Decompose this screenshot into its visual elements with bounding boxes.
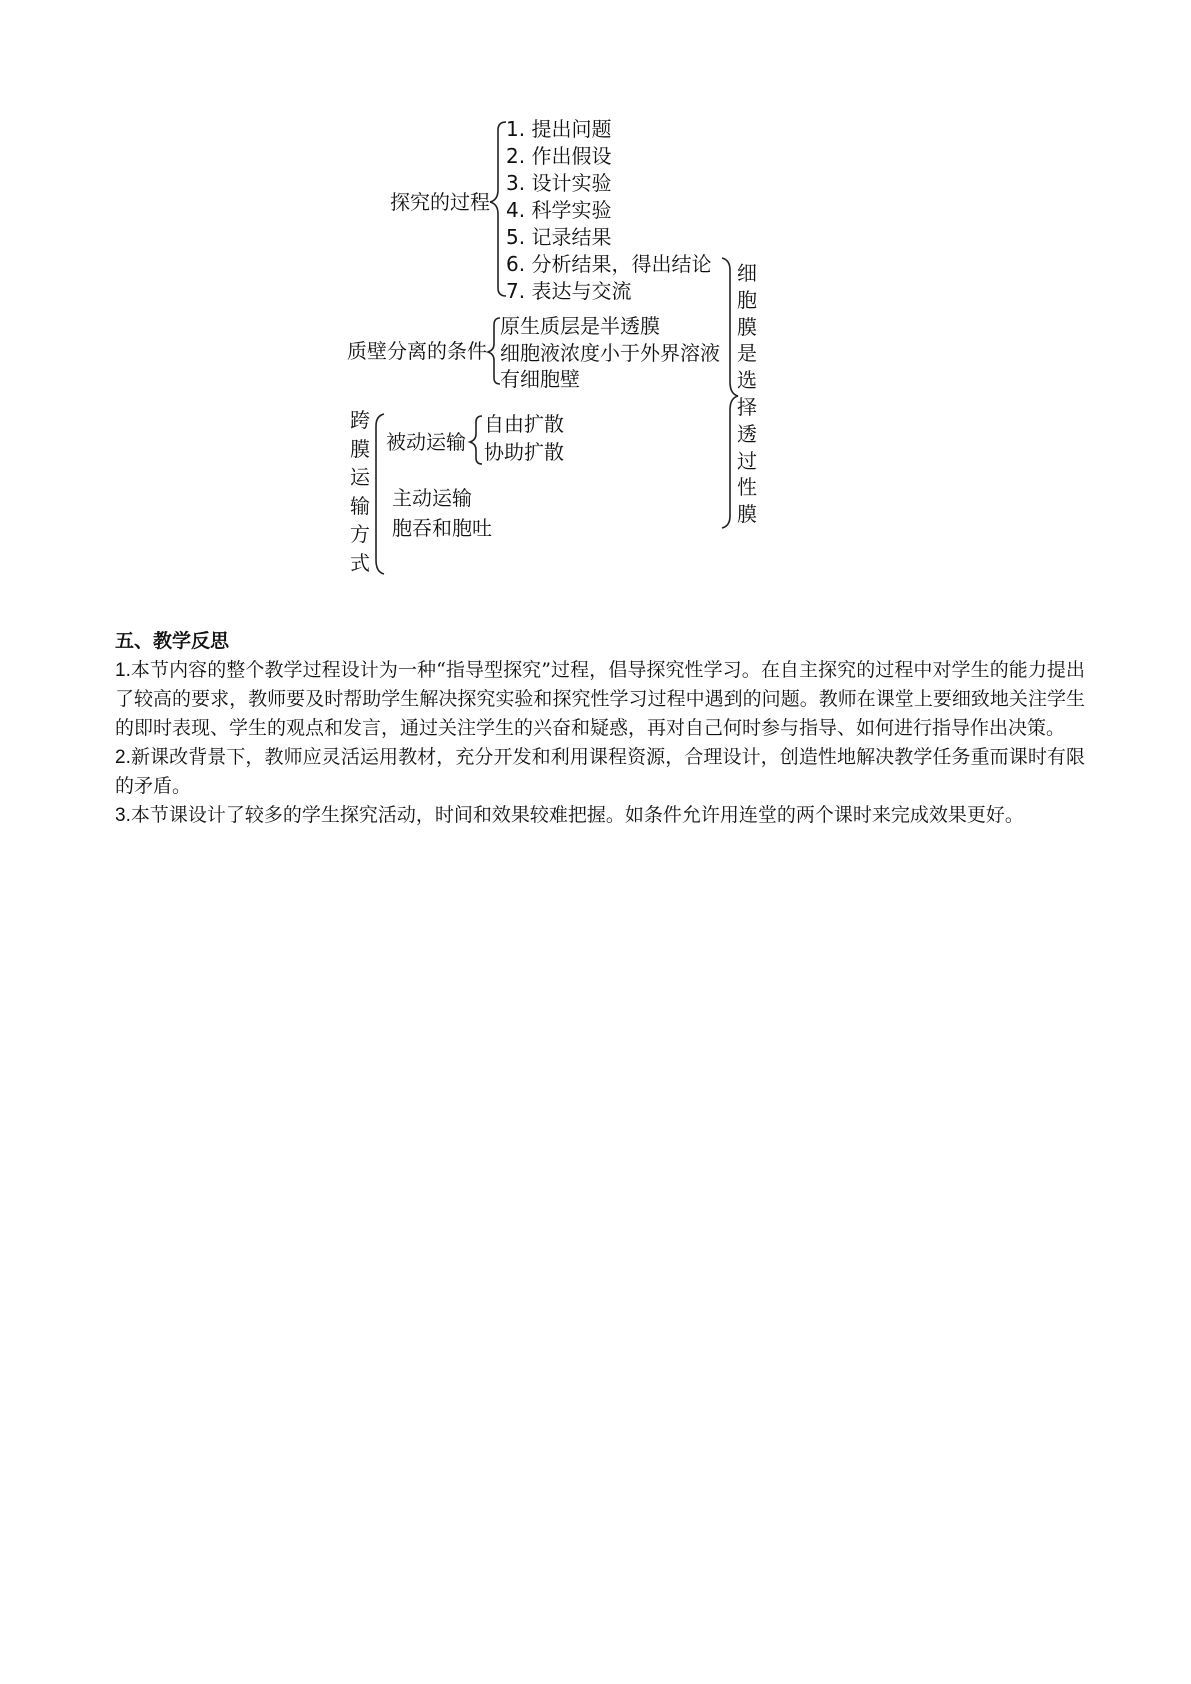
conclusion-char: 胞	[737, 287, 757, 312]
inquiry-step: 2. 作出假设	[506, 144, 612, 168]
transport-label-char: 式	[350, 550, 370, 575]
conclusion-char: 膜	[737, 314, 757, 339]
brace-passive	[470, 416, 482, 464]
brace-inquiry	[490, 122, 506, 296]
transport-label-char: 膜	[350, 436, 370, 461]
teaching-reflection-section	[115, 627, 1085, 830]
transport-label-char: 运	[350, 465, 370, 489]
passive-type: 协助扩散	[484, 440, 564, 464]
conclusion-char: 是	[737, 341, 757, 366]
inquiry-step: 7. 表达与交流	[506, 279, 632, 303]
passive-type: 自由扩散	[484, 412, 564, 436]
reflection-paragraph	[115, 656, 1085, 743]
reflection-paragraph	[115, 801, 1085, 830]
item-number: 3.	[115, 805, 131, 826]
inquiry-label: 探究的过程	[390, 190, 490, 214]
conclusion-char: 选	[737, 368, 757, 393]
conclusion-char: 择	[737, 394, 757, 419]
passive-transport-label: 被动运输	[386, 430, 466, 454]
inquiry-step: 5. 记录结果	[506, 225, 612, 249]
item-text: 本节课设计了较多的学生探究活动，时间和效果较难把握。如条件允许用连堂的两个课时来完成效果更好。	[130, 804, 1024, 826]
inquiry-step: 3. 设计实验	[506, 171, 612, 195]
conclusion-char: 细	[737, 261, 757, 285]
endocytosis-exocytosis-label: 胞吞和胞吐	[392, 516, 492, 540]
conclusion-char: 过	[737, 448, 757, 473]
transport-label-char: 跨	[350, 408, 370, 432]
item-text: 新课改背景下，教师应灵活运用教材，充分开发和利用课程资源，合理设计，创造性地解决教学任务重而课时有限的矛盾。	[115, 746, 1085, 797]
section-heading: 五、教学反思	[115, 630, 230, 652]
item-number: 1.	[115, 660, 131, 681]
reflection-paragraph	[115, 743, 1085, 801]
conclusion-label	[734, 260, 760, 528]
conclusion-char: 膜	[737, 502, 757, 527]
brace-plasmolysis	[488, 318, 500, 384]
transport-label	[347, 406, 373, 577]
brace-transport	[376, 414, 384, 574]
plasmolysis-condition: 原生质层是半透膜	[500, 314, 660, 338]
item-number: 2.	[115, 747, 131, 768]
plasmolysis-condition: 有细胞壁	[500, 367, 580, 391]
transport-label-char: 输	[350, 493, 370, 518]
item-text: 本节内容的整个教学过程设计为一种“指导型探究”过程，倡导探究性学习。在自主探究的过程中对学生的能力提出了较高的要求，教师要及时帮助学生解决探究实验和探究性学习过程中遇到的问题。教师在课堂上要细致地关注学生的即时表现、学生的观点和发言，通过关注学生的兴奋和疑惑，再对自己何时参与指导、如何进行指导作出决策。	[115, 659, 1085, 739]
plasmolysis-condition: 细胞液浓度小于外界溶液	[500, 341, 720, 365]
inquiry-step: 4. 科学实验	[506, 198, 612, 222]
conclusion-char: 透	[737, 421, 757, 446]
conclusion-char: 性	[737, 475, 757, 500]
inquiry-step: 6. 分析结果，得出结论	[506, 252, 712, 276]
plasmolysis-label: 质壁分离的条件	[347, 339, 487, 363]
concept-diagram	[347, 117, 830, 620]
inquiry-step: 1. 提出问题	[506, 117, 612, 141]
active-transport-label: 主动运输	[392, 486, 472, 510]
transport-label-char: 方	[350, 522, 370, 546]
